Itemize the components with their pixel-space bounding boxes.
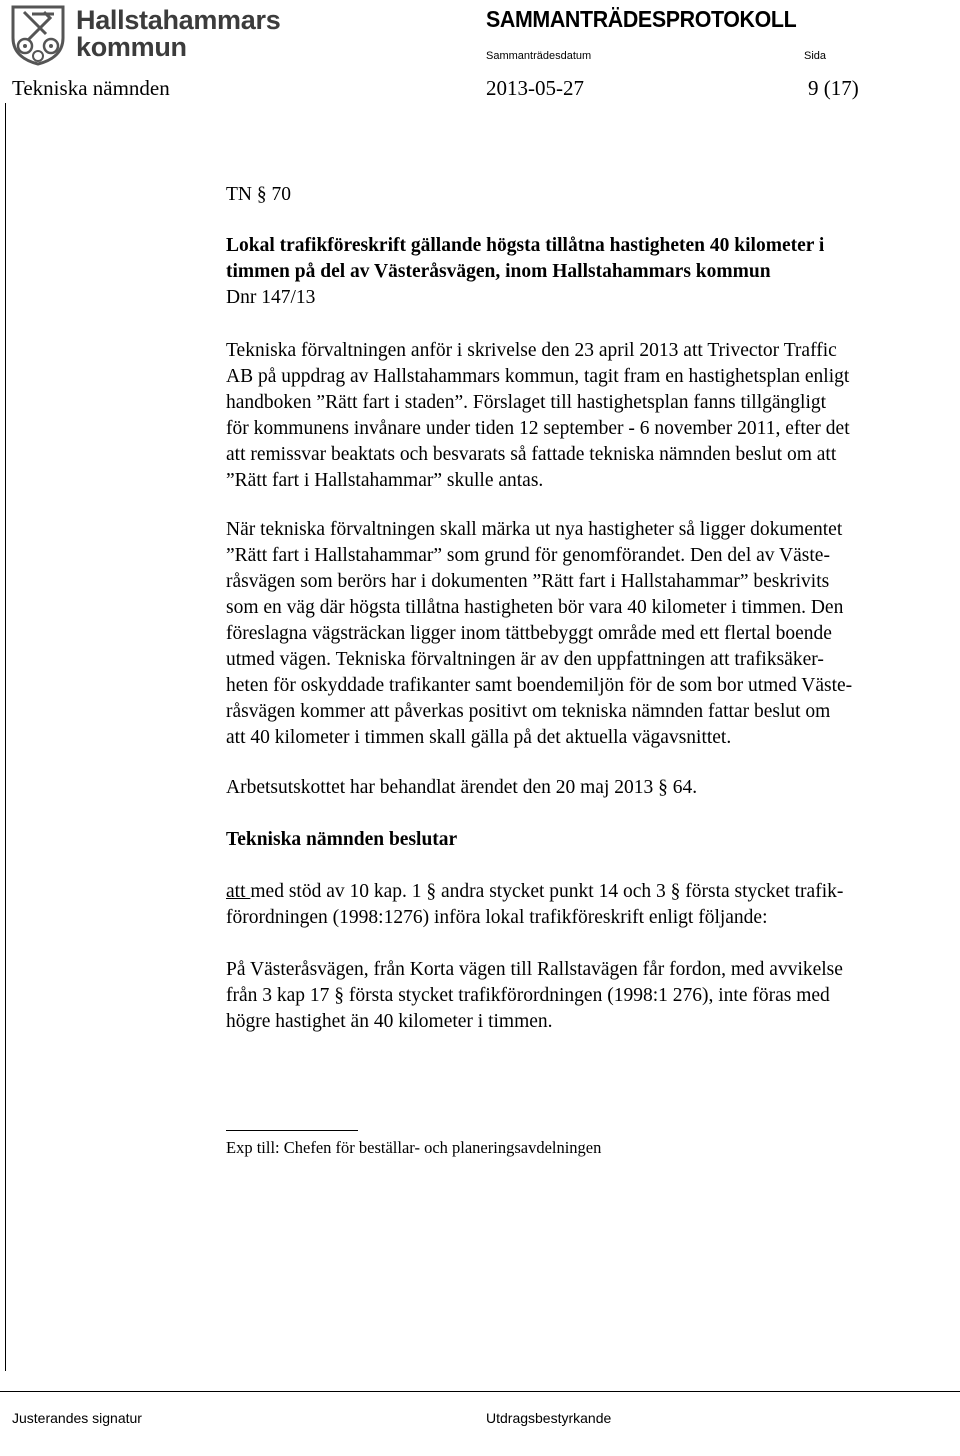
committee-name: Tekniska nämnden: [12, 76, 170, 100]
section-title-line: Lokal trafikföreskrift gällande högsta tillåtna hastigheten 40 kilometer i: [226, 235, 825, 256]
paragraph-line: föreslagna vägsträckan ligger inom tättbebyggt område med ett flertal boende: [226, 623, 832, 644]
paragraph-decision: [226, 879, 843, 931]
paragraph-line: att 40 kilometer i timmen skall gälla på det aktuella vägavsnittet.: [226, 727, 732, 748]
footnote-divider: [226, 1130, 358, 1131]
paragraph-working-committee: Arbetsutskottet har behandlat ärendet den 20 maj 2013 § 64.: [226, 777, 698, 798]
meeting-date: 2013-05-27: [486, 76, 584, 100]
paragraph-line: för kommunens invånare under tiden 12 september - 6 november 2011, efter det: [226, 418, 850, 439]
paragraph-line: förordningen (1998:1276) införa lokal trafikföreskrift enligt följande:: [226, 907, 768, 928]
paragraph-line: Tekniska förvaltningen anför i skrivelse den 23 april 2013 att Trivector Traffic: [226, 340, 837, 361]
distribution-note: Exp till: Chefen för beställar- och planeringsavdelningen: [226, 1138, 602, 1157]
paragraph-line: När tekniska förvaltningen skall märka ut nya hastigheter så ligger dokumentet: [226, 519, 843, 540]
paragraph-line: att remissvar beaktats och besvarats så fattade tekniska nämnden beslut om att: [226, 444, 837, 465]
paragraph-line: heten för oskyddade trafikanter samt boendemiljön för de som bor utmed Väste-: [226, 675, 853, 696]
paragraph-line: handboken ”Rätt fart i staden”. Förslaget till hastighetsplan fanns tillgängligt: [226, 392, 827, 413]
paragraph-line: utmed vägen. Tekniska förvaltningen är av den uppfattningen att trafiksäker-: [226, 649, 824, 670]
document-type-title: SAMMANTRÄDESPROTOKOLL: [486, 6, 797, 32]
paragraph-line: ”Rätt fart i Hallstahammar” skulle antas.: [226, 470, 544, 491]
signature-label: Justerandes signatur: [12, 1410, 142, 1426]
paragraph-background: [226, 338, 850, 494]
page-label: Sida: [804, 50, 827, 62]
decision-line-rest: med stöd av 10 kap. 1 § andra stycket punkt 14 och 3 § första stycket trafik-: [250, 881, 844, 902]
paragraph-line: På Västeråsvägen, från Korta vägen till Rallstavägen får fordon, med avvikelse: [226, 959, 843, 980]
paragraph-motivation: [226, 517, 852, 751]
paragraph-line: ”Rätt fart i Hallstahammar” som grund för genomförandet. Den del av Väste-: [226, 545, 830, 566]
paragraph-line: [226, 879, 843, 905]
section-number: TN § 70: [226, 184, 291, 205]
logo-name-line-2: kommun: [76, 32, 187, 62]
paragraph-line: högre hastighet än 40 kilometer i timmen.: [226, 1011, 553, 1032]
page-number: 9 (17): [808, 76, 859, 100]
paragraph-line: AB på uppdrag av Hallstahammars kommun, tagit fram en hastighetsplan enligt: [226, 366, 850, 387]
section-title: [226, 233, 824, 285]
municipality-logo: [10, 4, 280, 66]
logo-name-line-1: Hallstahammars: [76, 5, 281, 35]
margin-rule: [5, 103, 6, 1371]
paragraph-line: råsvägen som berörs har i dokumenten ”Rätt fart i Hallstahammar” beskrivits: [226, 571, 830, 592]
paragraph-line: från 3 kap 17 § första stycket trafikförordningen (1998:1 276), inte föras med: [226, 985, 830, 1006]
municipal-coat-of-arms-icon: [10, 4, 66, 66]
decision-heading: Tekniska nämnden beslutar: [226, 829, 458, 850]
section-title-line: timmen på del av Västeråsvägen, inom Hallstahammars kommun: [226, 261, 771, 282]
paragraph-line: som en väg där högsta tillåtna hastigheten bör vara 40 kilometer i timmen. Den: [226, 597, 844, 618]
extract-certification-label: Utdragsbestyrkande: [486, 1410, 612, 1426]
case-number: Dnr 147/13: [226, 287, 316, 308]
decision-att-word: att: [226, 881, 251, 902]
meeting-date-label: Sammanträdesdatum: [486, 50, 592, 62]
paragraph-regulation: [226, 957, 843, 1035]
footer-rule: [0, 1391, 960, 1392]
paragraph-line: råsvägen kommer att påverkas positivt om tekniska nämnden fattar beslut om: [226, 701, 831, 722]
